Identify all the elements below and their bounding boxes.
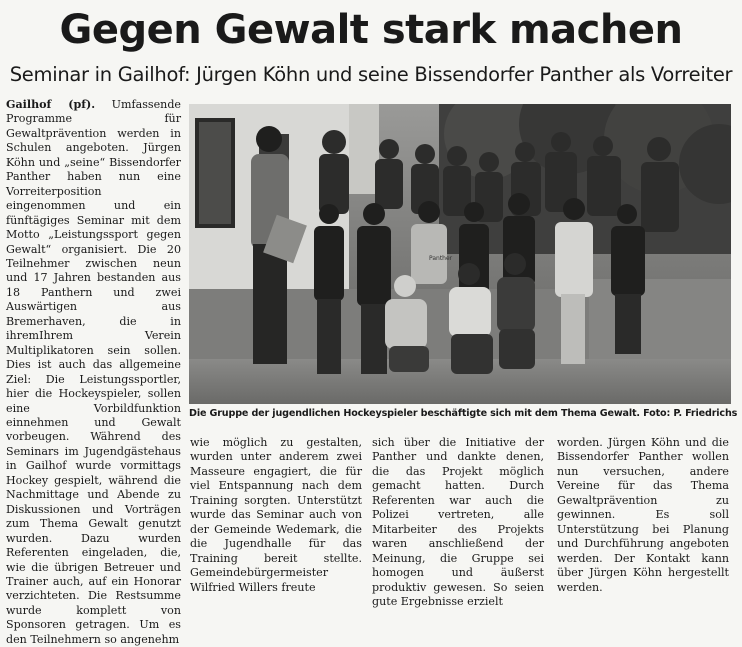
article-dateline: Gailhof (pf). — [6, 98, 96, 111]
article-text-4: worden. Jürgen Köhn und die Bissendorfer Panther wollen nun versuchen, andere Vereine für das Thema Gewaltprävention zu gewinnen. Es soll Unterstützung bei Planung und Durchführung angeboten werden. Der Kontakt kann über Jürgen Köhn hergestellt werden. — [557, 436, 729, 594]
jersey-text: Panther — [429, 255, 453, 262]
article-text-1: Umfassende Programme für Gewaltprävention werden in Schulen angeboten. Jürgen Köhn und „seine“ Bissendorfer Panther haben nun eine Vorreiterposition eingenommen und ein fünftägiges Seminar mit dem Motto „Leistungssport gegen Gewalt“ organisiert. Die 20 Teilnehmer zwischen neun und 17 Jahren bestanden aus 18 Panthern und zwei Auswärtigen aus Bremerhaven, die in ihremIhrem Verein Multiplikatoren sein sollen. Dies ist auch das allgemeine Ziel: Die Leistungssportler, hier die Hockeyspieler, sollen eine Vorbildfunktion einnehmen und Gewalt vorbeugen. Während des Seminars im Jugendgästehaus in Gailhof wurde vormittags Hockey gespielt, während die Nachmittage und Abende zu Diskussionen und Vorträgen zum Thema Gewalt genutzt wurden. Dazu wurden Referenten eingeladen, die, wie die übrigen Betreuer und Trainer auch, auf ein Honorar verzichteten. Die Restsumme wurde komplett von Sponsoren getragen. Um es den Teilnehmern so angenehm — [6, 98, 181, 646]
group-photo-illustration — [189, 104, 731, 404]
article-column-1 — [6, 98, 181, 647]
article-subheadline: Seminar in Gailhof: Jürgen Köhn und seine Bissendorfer Panther als Vorreiter — [9, 63, 733, 86]
article-headline: Gegen Gewalt stark machen — [59, 7, 683, 53]
photo-caption: Die Gruppe der jugendlichen Hockeyspieler beschäftigte sich mit dem Thema Gewalt. Foto: P. Friedrichs — [189, 408, 738, 419]
article-column-2 — [190, 436, 362, 595]
group-photo — [189, 104, 731, 404]
article-column-3 — [372, 436, 544, 609]
article-text-2: wie möglich zu gestalten, wurden unter anderem zwei Masseure engagiert, die für viel Entspannung nach dem Training sorgten. Unterstützt wurde das Seminar auch von der Gemeinde Wedemark, die die Jugendhalle für das Training bereit stellte. Gemeindebürgermeister Wilfried Willers freute — [190, 436, 362, 594]
article-column-4 — [557, 436, 729, 595]
article-text-3: sich über die Initiative der Panther und dankte denen, die das Projekt möglich gemacht hatten. Durch Referenten war auch die Polizei vertreten, alle Mitarbeiter des Projekts waren anschließend der Meinung, die Gruppe sei homogen und äußerst produktiv gewesen. So seien gute Ergebnisse erzielt — [372, 436, 544, 608]
